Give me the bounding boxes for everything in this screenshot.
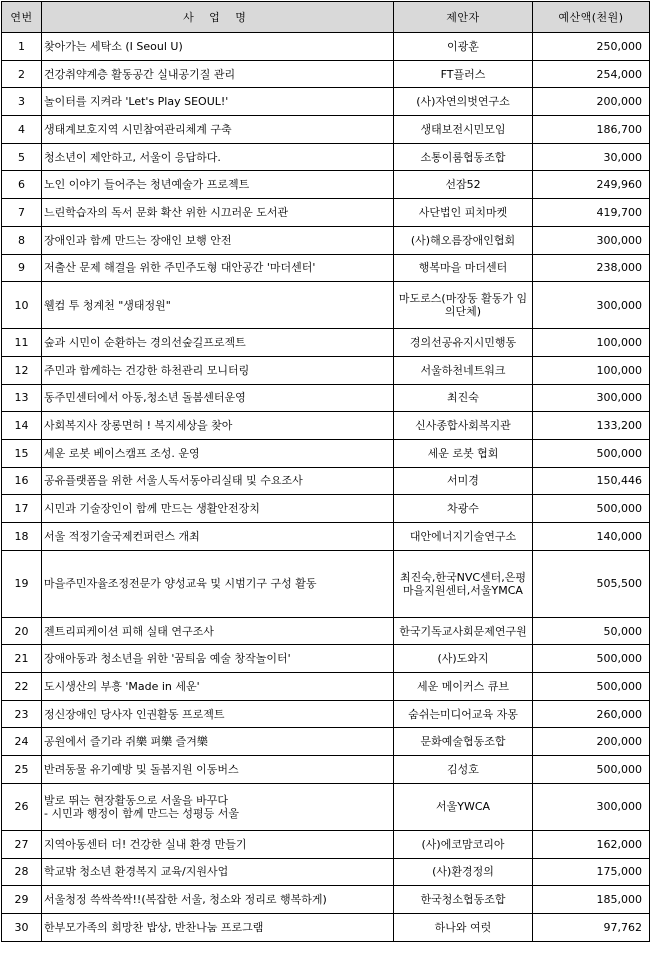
budget-amount: 300,000 — [533, 384, 650, 412]
proposer: 문화예술협동조합 — [394, 728, 533, 756]
row-number: 29 — [2, 886, 42, 914]
proposer: 서울YWCA — [394, 783, 533, 830]
proposer: 행복마을 마더센터 — [394, 254, 533, 282]
table-row — [2, 467, 650, 495]
row-number: 26 — [2, 783, 42, 830]
table-row — [2, 550, 650, 617]
proposer: 소통이룸협동조합 — [394, 143, 533, 171]
table-row — [2, 858, 650, 886]
proposer: 경의선공유지시민행동 — [394, 329, 533, 357]
budget-amount: 419,700 — [533, 199, 650, 227]
row-number: 25 — [2, 756, 42, 784]
proposer: 최진숙,한국NVC센터,은평마을지원센터,서울YMCA — [394, 550, 533, 617]
row-number: 2 — [2, 60, 42, 88]
proposer: 마도로스(마장동 활동가 임의단체) — [394, 282, 533, 329]
budget-amount: 260,000 — [533, 700, 650, 728]
proposer: 하나와 여럿 — [394, 913, 533, 941]
project-name: 숲과 시민이 순환하는 경의선숲길프로젝트 — [42, 329, 394, 357]
budget-amount: 300,000 — [533, 282, 650, 329]
project-name: 발로 뛰는 현장활동으로 서울을 바꾸다 - 시민과 행정이 함께 만드는 성평등 서울 — [42, 783, 394, 830]
table-row — [2, 830, 650, 858]
project-name: 공원에서 즐기라 쥐樂 펴樂 즐겨樂 — [42, 728, 394, 756]
proposer: 선잠52 — [394, 171, 533, 199]
table-row — [2, 356, 650, 384]
budget-amount: 150,446 — [533, 467, 650, 495]
header-budget: 예산액(천원) — [533, 2, 650, 33]
proposer: (사)에코맘코리아 — [394, 830, 533, 858]
proposer: 생태보전시민모임 — [394, 116, 533, 144]
proposer: 서울하천네트워크 — [394, 356, 533, 384]
table-row — [2, 88, 650, 116]
proposer: 신사종합사회복지관 — [394, 412, 533, 440]
row-number: 21 — [2, 645, 42, 673]
budget-amount: 505,500 — [533, 550, 650, 617]
budget-amount: 175,000 — [533, 858, 650, 886]
project-name: 도시생산의 부흥 'Made in 세운' — [42, 673, 394, 701]
table-row — [2, 756, 650, 784]
table-header-row — [2, 2, 650, 33]
row-number: 30 — [2, 913, 42, 941]
table-row — [2, 329, 650, 357]
project-name: 장애아동과 청소년을 위한 '꿈틔움 예술 창작놀이터' — [42, 645, 394, 673]
proposer: (사)해오름장애인협회 — [394, 226, 533, 254]
table-row — [2, 617, 650, 645]
budget-amount: 500,000 — [533, 645, 650, 673]
project-name: 동주민센터에서 아동,청소년 돌봄센터운영 — [42, 384, 394, 412]
table-row — [2, 384, 650, 412]
project-name: 시민과 기술장인이 함께 만드는 생활안전장치 — [42, 495, 394, 523]
project-name: 건강취약계층 활동공간 실내공기질 관리 — [42, 60, 394, 88]
project-name: 서울 적정기술국제컨퍼런스 개최 — [42, 523, 394, 551]
proposer: 차광수 — [394, 495, 533, 523]
row-number: 14 — [2, 412, 42, 440]
row-number: 22 — [2, 673, 42, 701]
budget-amount: 50,000 — [533, 617, 650, 645]
table-row — [2, 700, 650, 728]
budget-amount: 200,000 — [533, 728, 650, 756]
row-number: 4 — [2, 116, 42, 144]
table-row — [2, 728, 650, 756]
row-number: 16 — [2, 467, 42, 495]
table-row — [2, 171, 650, 199]
project-name: 세운 로봇 베이스캠프 조성. 운영 — [42, 439, 394, 467]
project-name: 생태계보호지역 시민참여관리체계 구축 — [42, 116, 394, 144]
table-row — [2, 913, 650, 941]
row-number: 9 — [2, 254, 42, 282]
table-row — [2, 523, 650, 551]
table-row — [2, 673, 650, 701]
row-number: 7 — [2, 199, 42, 227]
proposer: 한국청소협동조합 — [394, 886, 533, 914]
proposer: 세운 메이커스 큐브 — [394, 673, 533, 701]
header-proposer: 제안자 — [394, 2, 533, 33]
proposer: 서미경 — [394, 467, 533, 495]
budget-amount: 100,000 — [533, 329, 650, 357]
proposer: 이광훈 — [394, 33, 533, 61]
project-name: 청소년이 제안하고, 서울이 응답하다. — [42, 143, 394, 171]
table-row — [2, 645, 650, 673]
project-name: 한부모가족의 희망찬 밥상, 반찬나눔 프로그램 — [42, 913, 394, 941]
proposer: 대안에너지기술연구소 — [394, 523, 533, 551]
project-name: 젠트리피케이션 피해 실태 연구조사 — [42, 617, 394, 645]
proposer: 한국기독교사회문제연구원 — [394, 617, 533, 645]
budget-amount: 500,000 — [533, 756, 650, 784]
row-number: 17 — [2, 495, 42, 523]
budget-amount: 300,000 — [533, 783, 650, 830]
table-row — [2, 33, 650, 61]
row-number: 5 — [2, 143, 42, 171]
budget-amount: 30,000 — [533, 143, 650, 171]
budget-amount: 254,000 — [533, 60, 650, 88]
proposer: FT플러스 — [394, 60, 533, 88]
project-name: 지역아동센터 더! 건강한 실내 환경 만들기 — [42, 830, 394, 858]
project-name: 반려동물 유기예방 및 돌봄지원 이동버스 — [42, 756, 394, 784]
header-no: 연번 — [2, 2, 42, 33]
budget-amount: 250,000 — [533, 33, 650, 61]
budget-amount: 100,000 — [533, 356, 650, 384]
table-row — [2, 439, 650, 467]
project-name: 서울청정 쓱싹쓱싹!!(복잡한 서울, 청소와 정리로 행복하게) — [42, 886, 394, 914]
project-budget-table — [1, 1, 650, 942]
budget-amount: 186,700 — [533, 116, 650, 144]
row-number: 13 — [2, 384, 42, 412]
project-name: 느린학습자의 독서 문화 확산 위한 시끄러운 도서관 — [42, 199, 394, 227]
table-row — [2, 282, 650, 329]
project-name: 주민과 함께하는 건강한 하천관리 모니터링 — [42, 356, 394, 384]
project-name: 저출산 문제 해결을 위한 주민주도형 대안공간 '마더센터' — [42, 254, 394, 282]
proposer: 김성호 — [394, 756, 533, 784]
proposer: (사)환경정의 — [394, 858, 533, 886]
project-name: 장애인과 함께 만드는 장애인 보행 안전 — [42, 226, 394, 254]
row-number: 3 — [2, 88, 42, 116]
table-row — [2, 199, 650, 227]
table-row — [2, 254, 650, 282]
row-number: 27 — [2, 830, 42, 858]
table-row — [2, 783, 650, 830]
row-number: 28 — [2, 858, 42, 886]
table-row — [2, 60, 650, 88]
row-number: 18 — [2, 523, 42, 551]
row-number: 6 — [2, 171, 42, 199]
table-row — [2, 116, 650, 144]
table-row — [2, 143, 650, 171]
project-name: 찾아가는 세탁소 (I Seoul U) — [42, 33, 394, 61]
row-number: 15 — [2, 439, 42, 467]
budget-amount: 500,000 — [533, 439, 650, 467]
project-name: 학교밖 청소년 환경복지 교육/지원사업 — [42, 858, 394, 886]
budget-amount: 200,000 — [533, 88, 650, 116]
budget-amount: 162,000 — [533, 830, 650, 858]
budget-amount: 185,000 — [533, 886, 650, 914]
budget-amount: 97,762 — [533, 913, 650, 941]
budget-amount: 133,200 — [533, 412, 650, 440]
proposer: 사단법인 피치마켓 — [394, 199, 533, 227]
row-number: 12 — [2, 356, 42, 384]
row-number: 19 — [2, 550, 42, 617]
budget-amount: 140,000 — [533, 523, 650, 551]
proposer: 최진숙 — [394, 384, 533, 412]
proposer: (사)도와지 — [394, 645, 533, 673]
budget-amount: 238,000 — [533, 254, 650, 282]
row-number: 1 — [2, 33, 42, 61]
budget-amount: 300,000 — [533, 226, 650, 254]
row-number: 10 — [2, 282, 42, 329]
table-row — [2, 226, 650, 254]
budget-amount: 249,960 — [533, 171, 650, 199]
proposer: (사)자연의벗연구소 — [394, 88, 533, 116]
project-name: 정신장애인 당사자 인권활동 프로젝트 — [42, 700, 394, 728]
proposer: 숨쉬는미디어교육 자몽 — [394, 700, 533, 728]
proposer: 세운 로봇 협회 — [394, 439, 533, 467]
table-row — [2, 412, 650, 440]
row-number: 8 — [2, 226, 42, 254]
table-row — [2, 886, 650, 914]
table-row — [2, 495, 650, 523]
row-number: 11 — [2, 329, 42, 357]
row-number: 24 — [2, 728, 42, 756]
project-name: 사회복지사 장롱면허 ! 복지세상을 찾아 — [42, 412, 394, 440]
budget-amount: 500,000 — [533, 495, 650, 523]
row-number: 20 — [2, 617, 42, 645]
project-name: 놀이터를 지켜라 'Let's Play SEOUL!' — [42, 88, 394, 116]
row-number: 23 — [2, 700, 42, 728]
project-name: 노인 이야기 들어주는 청년예술가 프로젝트 — [42, 171, 394, 199]
project-name: 공유플랫폼을 위한 서울人독서동아리실태 및 수요조사 — [42, 467, 394, 495]
project-name: 마을주민자율조정전문가 양성교육 및 시범기구 구성 활동 — [42, 550, 394, 617]
project-name: 웰컴 투 청계천 "생태정원" — [42, 282, 394, 329]
budget-amount: 500,000 — [533, 673, 650, 701]
header-project-name: 사 업 명 — [42, 2, 394, 33]
